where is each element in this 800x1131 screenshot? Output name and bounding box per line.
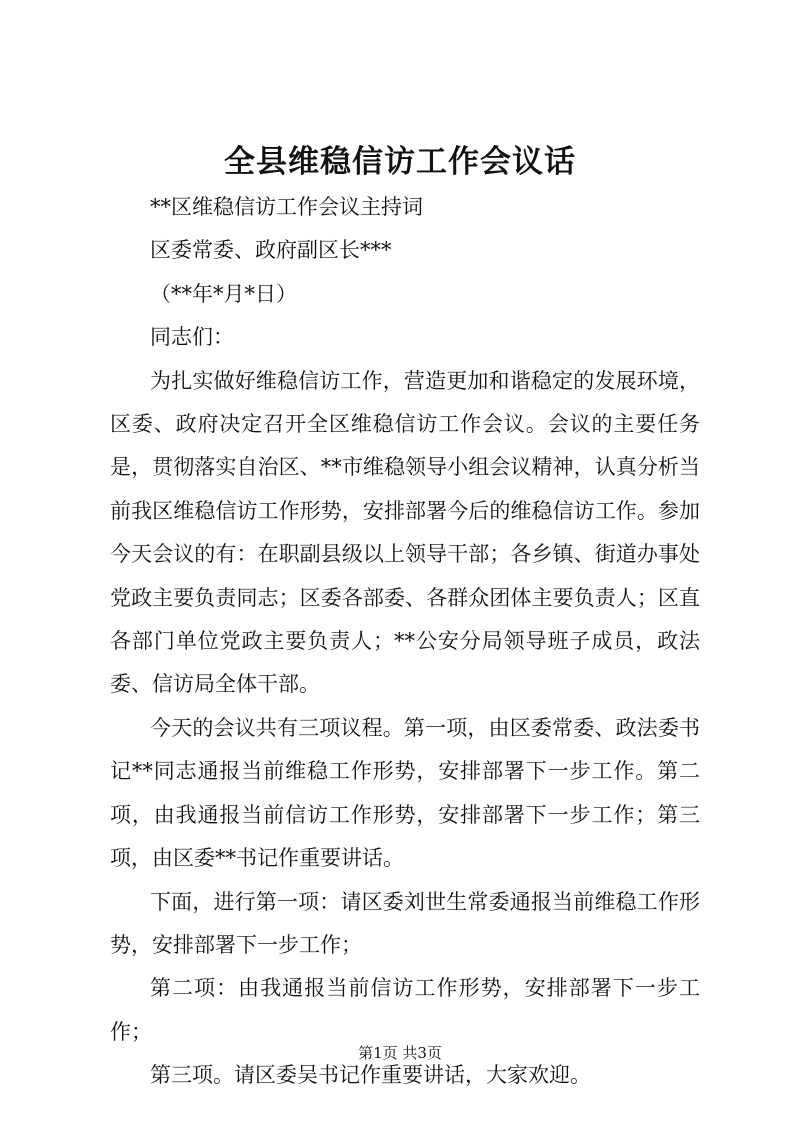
date-line: （**年*月*日） bbox=[150, 281, 297, 306]
paragraph-item-three: 第三项。请区委吴书记作重要讲话，大家欢迎。 bbox=[150, 1063, 591, 1088]
page-indicator: 第1页 共3页 bbox=[358, 1044, 442, 1062]
document-title: 全县维稳信访工作会议话 bbox=[224, 144, 576, 180]
paragraph-intro: 为扎实做好维稳信访工作，营造更加和谐稳定的发展环境，区委、政府决定召开全区维稳信访工作会议。会议的主要任务是，贯彻落实自治区、**市维稳领导小组会议精神，认真分析当前我区维稳信访工作形势，安排部署今后的维稳信访工作。参加今天会议的有：在职副县级以上领导干部；各乡镇、街道办事处党政主要负责同志；区委各部委、各群众团体主要负责人；区直各部门单位党政主要负责人；**公安分局领导班子成员，政法委、信访局全体干部。 bbox=[110, 368, 700, 697]
paragraph-agenda: 今天的会议共有三项议程。第一项，由区委常委、政法委书记**同志通报当前维稳工作形势，安排部署下一步工作。第二项，由我通报当前信访工作形势，安排部署下一步工作；第三项，由区委**书记作重要讲话。 bbox=[110, 715, 700, 871]
paragraph-item-one: 下面，进行第一项：请区委刘世生常委通报当前维稳工作形势，安排部署下一步工作； bbox=[110, 889, 700, 957]
paragraph-item-two: 第二项：由我通报当前信访工作形势，安排部署下一步工作； bbox=[110, 976, 700, 1044]
speech-heading: **区维稳信访工作会议主持词 bbox=[150, 195, 423, 219]
document-body bbox=[110, 186, 700, 1098]
speaker-line: 区委常委、政府副区长*** bbox=[150, 238, 392, 263]
salutation: 同志们： bbox=[150, 325, 234, 350]
